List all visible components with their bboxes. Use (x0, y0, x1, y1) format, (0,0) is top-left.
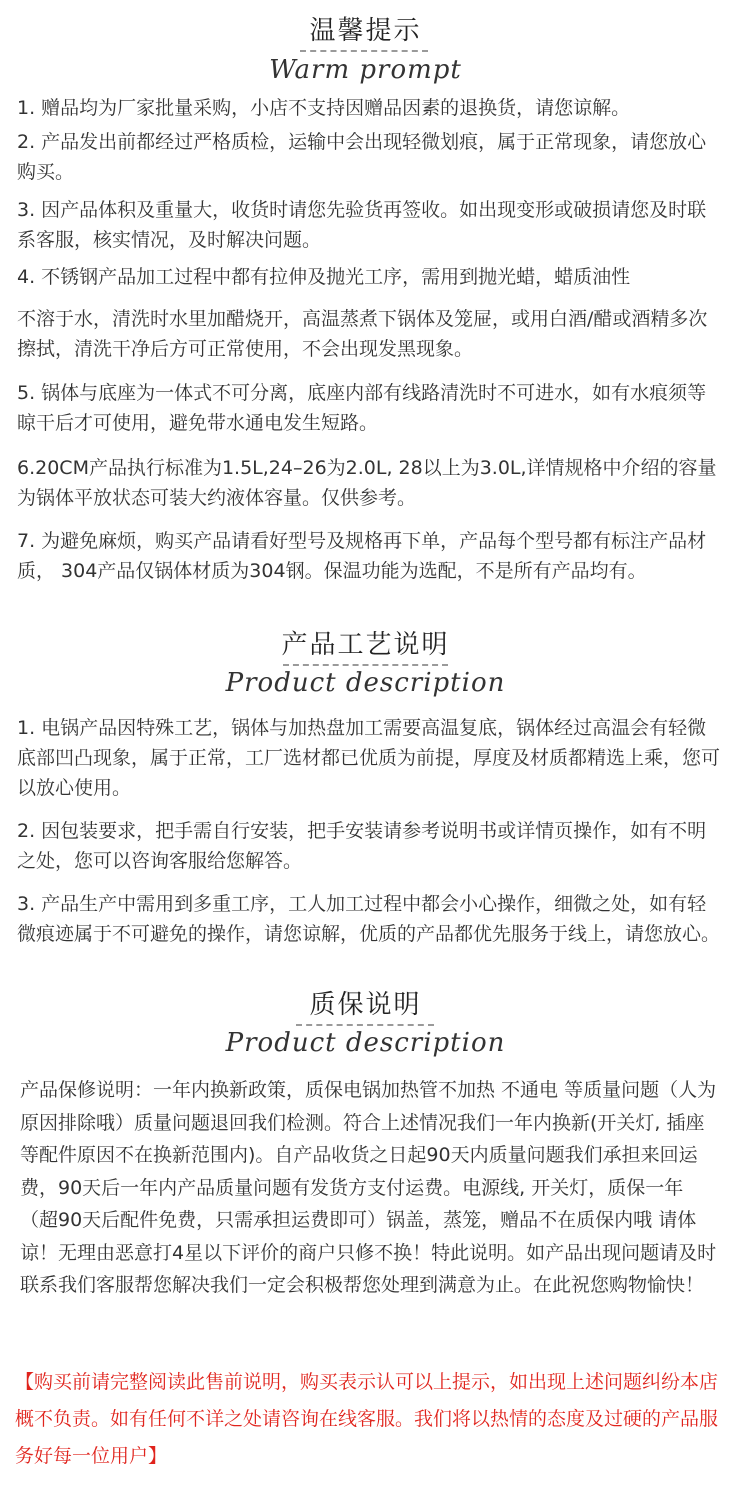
section-subtitle-process: Product description (225, 668, 506, 698)
title-divider (300, 50, 428, 52)
section-subtitle-warranty: Product description (225, 1028, 506, 1058)
tip-item-1: 1. 赠品均为厂家批量采购，小店不支持因赠品因素的退换货，请您谅解。 (17, 97, 631, 119)
process-item-2: 2. 因包装要求，把手需自行安装，把手安装请参考说明书或详情页操作，如有不明之处，您可以咨询客服给您解答。 (17, 820, 707, 872)
section-title-warm-prompt: 温馨提示 (309, 16, 422, 46)
tip-item-4: 4. 不锈钢产品加工过程中都有拉伸及抛光工序，需用到抛光蜡，蜡质油性 (17, 266, 631, 288)
tip-item-3: 3. 因产品体积及重量大，收货时请您先验货再签收。如出现变形或破损请您及时联系客服，核实情况，及时解决问题。 (17, 199, 707, 251)
process-item-1: 1. 电锅产品因特殊工艺，锅体与加热盘加工需要高温复底，锅体经过高温会有轻微底部凹凸现象，属于正常，工厂选材都已优质为前提，厚度及材质都精选上乘，您可以放心使用。 (17, 717, 721, 799)
warranty-body: 产品保修说明：一年内换新政策，质保电锅加热管不加热 不通电 等质量问题（人为原因排除哦）质量问题退回我们检测。符合上述情况我们一年内换新(开关灯, 插座等配件原因不在换新范围内)。自产品收货之日起90天内质量问题我们承担来回运费，90天后一年内产品质量问题有发货方支付运费。电源线, 开关灯，质保一年（超90天后配件免费，只需承担运费即可）锅盖，蒸笼，赠品不在质保内哦 请体谅！无理由恶意打4星以下评价的商户只修不换！特此说明。如产品出现问题请及时联系我们客服帮您解决我们一定会积极帮您处理到满意为止。在此祝您购物愉快！ (20, 1079, 717, 1296)
purchase-notice: 【购买前请完整阅读此售前说明，购买表示认可以上提示，如出现上述问题纠纷本店概不负责。如有任何不详之处请咨询在线客服。我们将以热情的态度及过硬的产品服务好每一位用户】 (15, 1371, 719, 1467)
tip-item-5: 5. 锅体与底座为一体式不可分离，底座内部有线路清洗时不可进水，如有水痕须等晾干后才可使用，避免带水通电发生短路。 (17, 382, 707, 434)
title-divider (283, 664, 448, 666)
tip-item-2: 2. 产品发出前都经过严格质检，运输中会出现轻微划痕，属于正常现象，请您放心购买。 (17, 131, 707, 183)
title-divider (296, 1024, 434, 1026)
tip-item-4-continued: 不溶于水，清洗时水里加醋烧开，高温蒸煮下锅体及笼屉，或用白酒/醋或酒精多次擦拭，清洗干净后方可正常使用，不会出现发黑现象。 (17, 308, 708, 360)
process-item-3: 3. 产品生产中需用到多重工序，工人加工过程中都会小心操作，细微之处，如有轻微痕迹属于不可避免的操作，请您谅解，优质的产品都优先服务于线上，请您放心。 (17, 893, 721, 945)
tip-item-7: 7. 为避免麻烦，购买产品请看好型号及规格再下单，产品每个型号都有标注产品材质， 304产品仅锅体材质为304钢。保温功能为选配，不是所有产品均有。 (17, 530, 707, 582)
section-title-process: 产品工艺说明 (281, 630, 450, 660)
section-subtitle-warm-prompt: Warm prompt (269, 55, 462, 85)
section-title-warranty: 质保说明 (309, 990, 422, 1020)
tip-item-6: 6.20CM产品执行标准为1.5L,24–26为2.0L, 28以上为3.0L,详情规格中介绍的容量为锅体平放状态可装大约液体容量。仅供参考。 (17, 457, 717, 509)
